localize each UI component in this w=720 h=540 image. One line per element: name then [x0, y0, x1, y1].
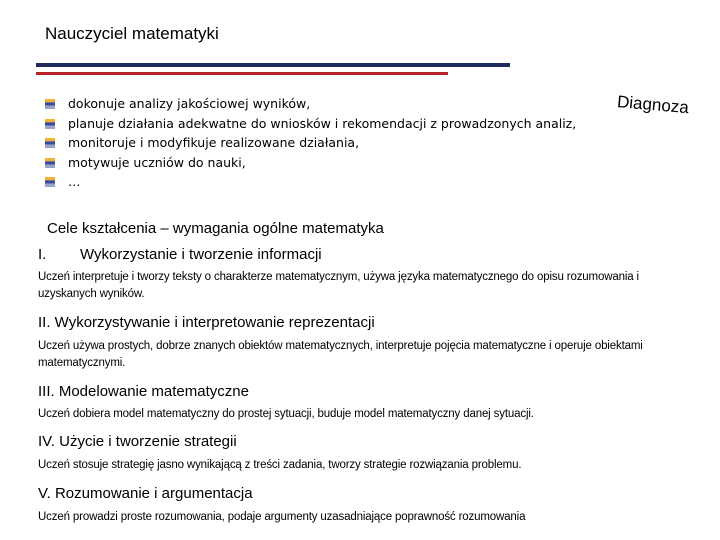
title-underline-red: [36, 72, 448, 75]
bullet-icon: [45, 119, 55, 129]
bullet-icon: [45, 99, 55, 109]
section-title: II. Wykorzystywanie i interpretowanie reprezentacji: [38, 314, 375, 331]
bullet-text: planuje działania adekwatne do wniosków i rekomendacji z prowadzonych analiz,: [68, 115, 577, 131]
section-description: Uczeń używa prostych, dobrze znanych obiektów matematycznych, interpretuje pojęcia matematyczne i operuje obiektami matematycznymi.: [38, 340, 643, 369]
section-description: Uczeń stosuje strategię jasno wynikającą z treści zadania, tworzy strategie rozwiązania problemu.: [38, 459, 522, 471]
slide-title: Nauczyciel matematyki: [45, 24, 219, 43]
bullet-text: dokonuje analizy jakościowej wyników,: [68, 96, 311, 111]
bullet-text: motywuje uczniów do nauki,: [68, 154, 246, 170]
section-title: [38, 246, 322, 263]
bullet-icon: [45, 158, 55, 168]
bullet-item: [44, 114, 576, 134]
bullet-text: monitoruje i modyfikuje realizowane działania,: [68, 135, 360, 150]
bullet-item: [44, 94, 576, 114]
section-description: Uczeń prowadzi proste rozumowania, podaje argumenty uzasadniające poprawność rozumowania: [38, 511, 526, 523]
bullet-item: [44, 172, 576, 192]
section-title: III. Modelowanie matematyczne: [38, 383, 249, 400]
bullet-list: [44, 94, 576, 192]
section-title-text: Wykorzystanie i tworzenie informacji: [80, 246, 322, 263]
bullet-icon: [45, 138, 55, 148]
diagnoza-label: Diagnoza: [616, 92, 690, 118]
section-description: Uczeń dobiera model matematyczny do prostej sytuacji, buduje model matematyczny danej sytuacji.: [38, 408, 534, 420]
title-underline-blue: [36, 63, 510, 67]
section-title: IV. Użycie i tworzenie strategii: [38, 433, 237, 450]
bullet-text: …: [68, 174, 81, 189]
bullet-item: [44, 133, 576, 153]
bullet-icon: [45, 177, 55, 187]
bullet-item: [44, 153, 576, 173]
goals-heading: Cele kształcenia – wymagania ogólne matematyka: [47, 220, 384, 237]
section-title: V. Rozumowanie i argumentacja: [38, 485, 253, 502]
section-number: I.: [38, 246, 47, 263]
section-description: Uczeń interpretuje i tworzy teksty o charakterze matematycznym, używa języka matematycznego do opisu rozumowania i uzyskanych wyników.: [38, 271, 639, 300]
